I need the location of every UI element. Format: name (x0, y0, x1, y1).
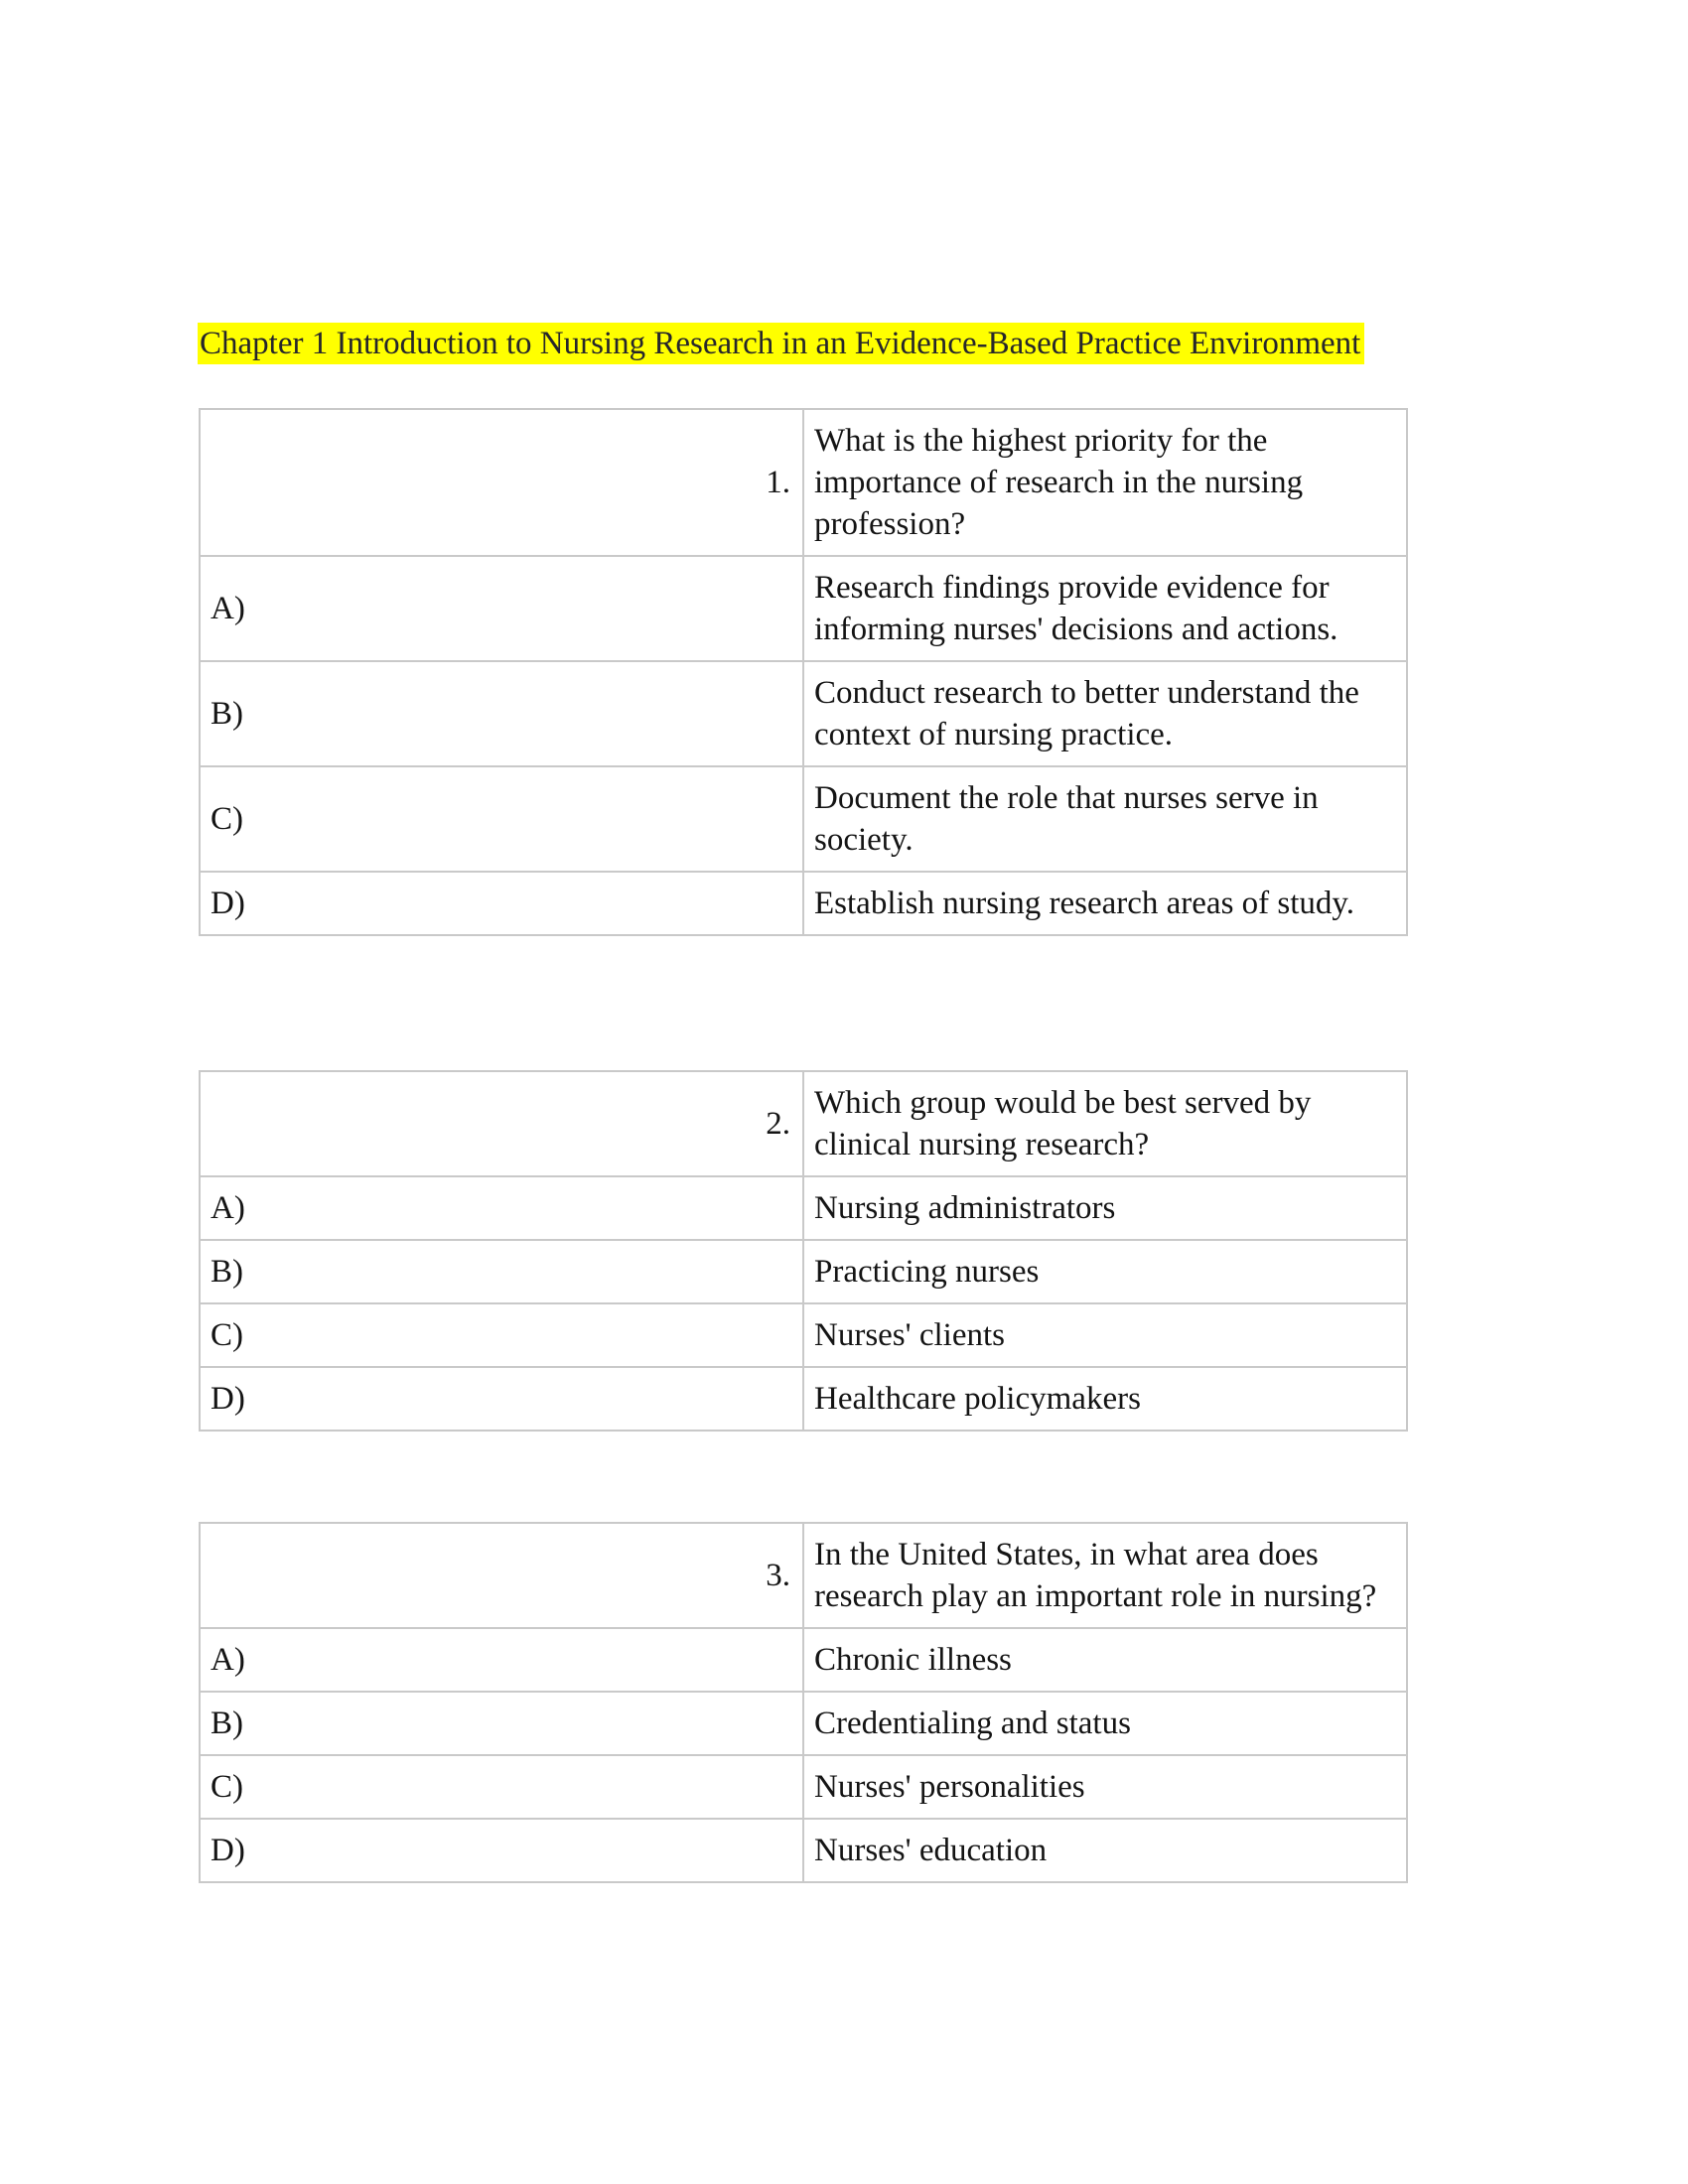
option-row (200, 1628, 1407, 1692)
option-row (200, 1819, 1407, 1882)
option-row (200, 1367, 1407, 1431)
question-2-table (199, 1070, 1408, 1432)
question-text-cell (803, 409, 1407, 556)
option-text: Establish nursing research areas of study. (814, 886, 1355, 921)
option-text: Practicing nurses (814, 1254, 1040, 1290)
question-number: 3. (766, 1558, 790, 1593)
question-row (200, 1071, 1407, 1176)
option-label: C) (211, 1317, 243, 1353)
option-text: Nurses' education (814, 1833, 1048, 1868)
question-row (200, 1523, 1407, 1628)
option-label: A) (211, 591, 245, 626)
question-text-cell (803, 1523, 1407, 1628)
option-text-cell (803, 1176, 1407, 1240)
option-text-cell (803, 1819, 1407, 1882)
option-text: Nurses' personalities (814, 1769, 1085, 1805)
option-label: D) (211, 886, 245, 921)
question-number-cell (200, 1523, 803, 1628)
option-label: A) (211, 1190, 245, 1226)
question-3-table (199, 1522, 1408, 1883)
option-row (200, 1240, 1407, 1303)
option-label-cell (200, 1176, 803, 1240)
chapter-title (198, 323, 1364, 364)
option-row (200, 1176, 1407, 1240)
chapter-title-highlighted-text: Chapter 1 Introduction to Nursing Research in an Evidence-Based Practice Environment (198, 323, 1364, 364)
option-label: B) (211, 1706, 243, 1741)
option-text: Document the role that nurses serve in society. (814, 780, 1319, 858)
option-label-cell (200, 661, 803, 766)
option-text: Research findings provide evidence for informing nurses' decisions and actions. (814, 570, 1338, 647)
option-label-cell (200, 1367, 803, 1431)
option-label: D) (211, 1381, 245, 1417)
question-number: 1. (766, 465, 790, 500)
option-text: Nursing administrators (814, 1190, 1116, 1226)
option-text-cell (803, 1303, 1407, 1367)
option-label-cell (200, 872, 803, 935)
question-text: Which group would be best served by clinical nursing research? (814, 1085, 1312, 1162)
option-label: B) (211, 696, 243, 732)
option-text-cell (803, 1240, 1407, 1303)
option-row (200, 766, 1407, 872)
option-label-cell (200, 1692, 803, 1755)
option-label-cell (200, 1240, 803, 1303)
option-row (200, 1303, 1407, 1367)
option-text-cell (803, 1755, 1407, 1819)
option-text-cell (803, 556, 1407, 661)
option-row (200, 556, 1407, 661)
option-row (200, 872, 1407, 935)
question-row (200, 409, 1407, 556)
option-label-cell (200, 556, 803, 661)
question-number-cell (200, 409, 803, 556)
question-1-table (199, 408, 1408, 936)
option-label-cell (200, 1628, 803, 1692)
option-text: Credentialing and status (814, 1706, 1131, 1741)
option-text-cell (803, 661, 1407, 766)
option-label: C) (211, 801, 243, 837)
option-text: Chronic illness (814, 1642, 1012, 1678)
option-text: Healthcare policymakers (814, 1381, 1141, 1417)
option-label-cell (200, 1755, 803, 1819)
option-text: Conduct research to better understand the context of nursing practice. (814, 675, 1359, 752)
option-row (200, 1692, 1407, 1755)
question-number: 2. (766, 1106, 790, 1142)
option-text-cell (803, 1628, 1407, 1692)
question-number-cell (200, 1071, 803, 1176)
question-text: What is the highest priority for the importance of research in the nursing profession? (814, 423, 1304, 542)
option-label-cell (200, 766, 803, 872)
question-text: In the United States, in what area does research play an important role in nursing? (814, 1537, 1377, 1614)
option-label: D) (211, 1833, 245, 1868)
option-text: Nurses' clients (814, 1317, 1005, 1353)
option-text-cell (803, 1692, 1407, 1755)
option-label-cell (200, 1303, 803, 1367)
option-row (200, 1755, 1407, 1819)
option-label: C) (211, 1769, 243, 1805)
option-text-cell (803, 872, 1407, 935)
option-text-cell (803, 766, 1407, 872)
option-label: A) (211, 1642, 245, 1678)
question-text-cell (803, 1071, 1407, 1176)
option-row (200, 661, 1407, 766)
option-label: B) (211, 1254, 243, 1290)
option-text-cell (803, 1367, 1407, 1431)
option-label-cell (200, 1819, 803, 1882)
